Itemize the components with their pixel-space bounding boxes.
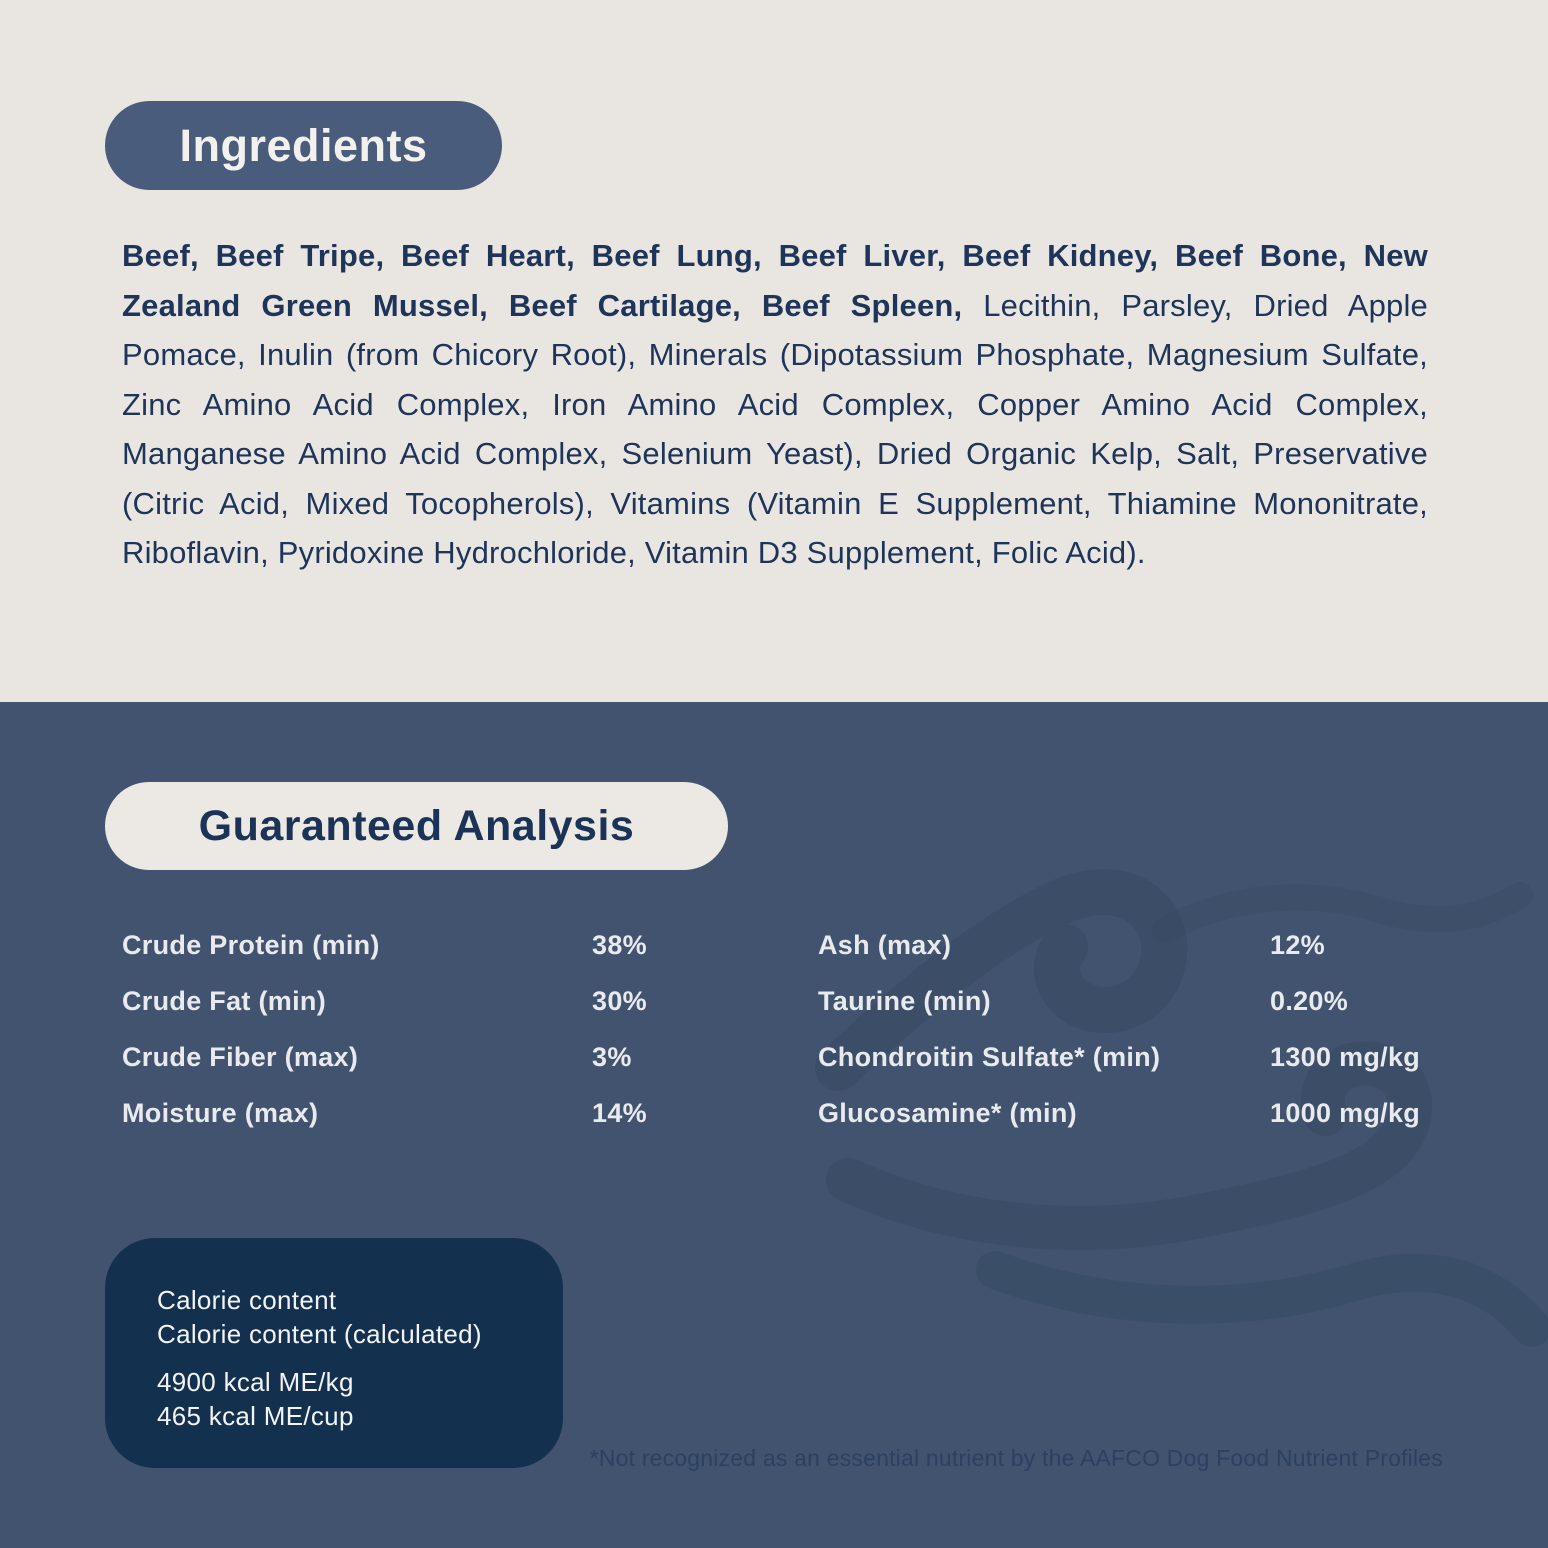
analysis-label: Crude Protein (min) bbox=[122, 930, 380, 960]
guaranteed-analysis-section bbox=[0, 702, 1548, 1548]
ingredients-paragraph bbox=[122, 231, 1428, 578]
ingredients-section bbox=[0, 0, 1548, 702]
analysis-value: 3% bbox=[592, 1042, 632, 1072]
calorie-content-line: Calorie content (calculated) bbox=[157, 1319, 482, 1349]
analysis-value: 0.20% bbox=[1270, 986, 1349, 1016]
analysis-label: Taurine (min) bbox=[818, 986, 991, 1016]
analysis-value: 1300 mg/kg bbox=[1270, 1042, 1421, 1072]
calorie-content-box bbox=[105, 1238, 563, 1468]
calorie-value-line: 4900 kcal ME/kg bbox=[157, 1367, 354, 1397]
analysis-value: 1000 mg/kg bbox=[1270, 1098, 1421, 1128]
analysis-value: 30% bbox=[592, 986, 647, 1016]
analysis-label: Glucosamine* (min) bbox=[818, 1098, 1077, 1128]
spacer bbox=[157, 1351, 563, 1365]
analysis-table bbox=[122, 917, 1443, 1141]
guaranteed-analysis-heading: Guaranteed Analysis bbox=[198, 801, 635, 850]
calorie-value-line: 465 kcal ME/cup bbox=[157, 1401, 354, 1431]
analysis-label: Ash (max) bbox=[818, 930, 952, 960]
calorie-content-line: Calorie content bbox=[157, 1285, 337, 1315]
analysis-label: Crude Fiber (max) bbox=[122, 1042, 359, 1072]
guaranteed-analysis-heading-pill bbox=[105, 782, 728, 870]
analysis-value: 14% bbox=[592, 1098, 647, 1128]
ingredients-heading-pill bbox=[105, 101, 502, 190]
ingredients-heading: Ingredients bbox=[179, 119, 428, 171]
ingredients-primary-list: Beef, Beef Tripe, Beef Heart, Beef Lung, Beef Liver, Beef Kidney, Beef Bone, New Zealand Green Mussel, Beef Cartilage, Beef Spleen, bbox=[122, 238, 1428, 323]
analysis-label: Chondroitin Sulfate* (min) bbox=[818, 1042, 1161, 1072]
analysis-value: 38% bbox=[592, 930, 647, 960]
analysis-label: Moisture (max) bbox=[122, 1098, 319, 1128]
analysis-value: 12% bbox=[1270, 930, 1325, 960]
aafco-footnote: *Not recognized as an essential nutrient by the AAFCO Dog Food Nutrient Profiles bbox=[589, 1445, 1443, 1471]
analysis-label: Crude Fat (min) bbox=[122, 986, 326, 1016]
ingredients-secondary-list: Lecithin, Parsley, Dried Apple Pomace, Inulin (from Chicory Root), Minerals (Dipotassium Phosphate, Magnesium Sulfate, Zinc Amino Acid Complex, Iron Amino Acid Complex, Copper Amino Acid Complex, Manganese Amino Acid Complex, Selenium Yeast), Dried Organic Kelp, Salt, Preservative (Citric Acid, Mixed Tocopherols), Vitamins (Vitamin E Supplement, Thiamine Mononitrate, Riboflavin, Pyridoxine Hydrochloride, Vitamin D3 Supplement, Folic Acid). bbox=[122, 287, 1428, 570]
